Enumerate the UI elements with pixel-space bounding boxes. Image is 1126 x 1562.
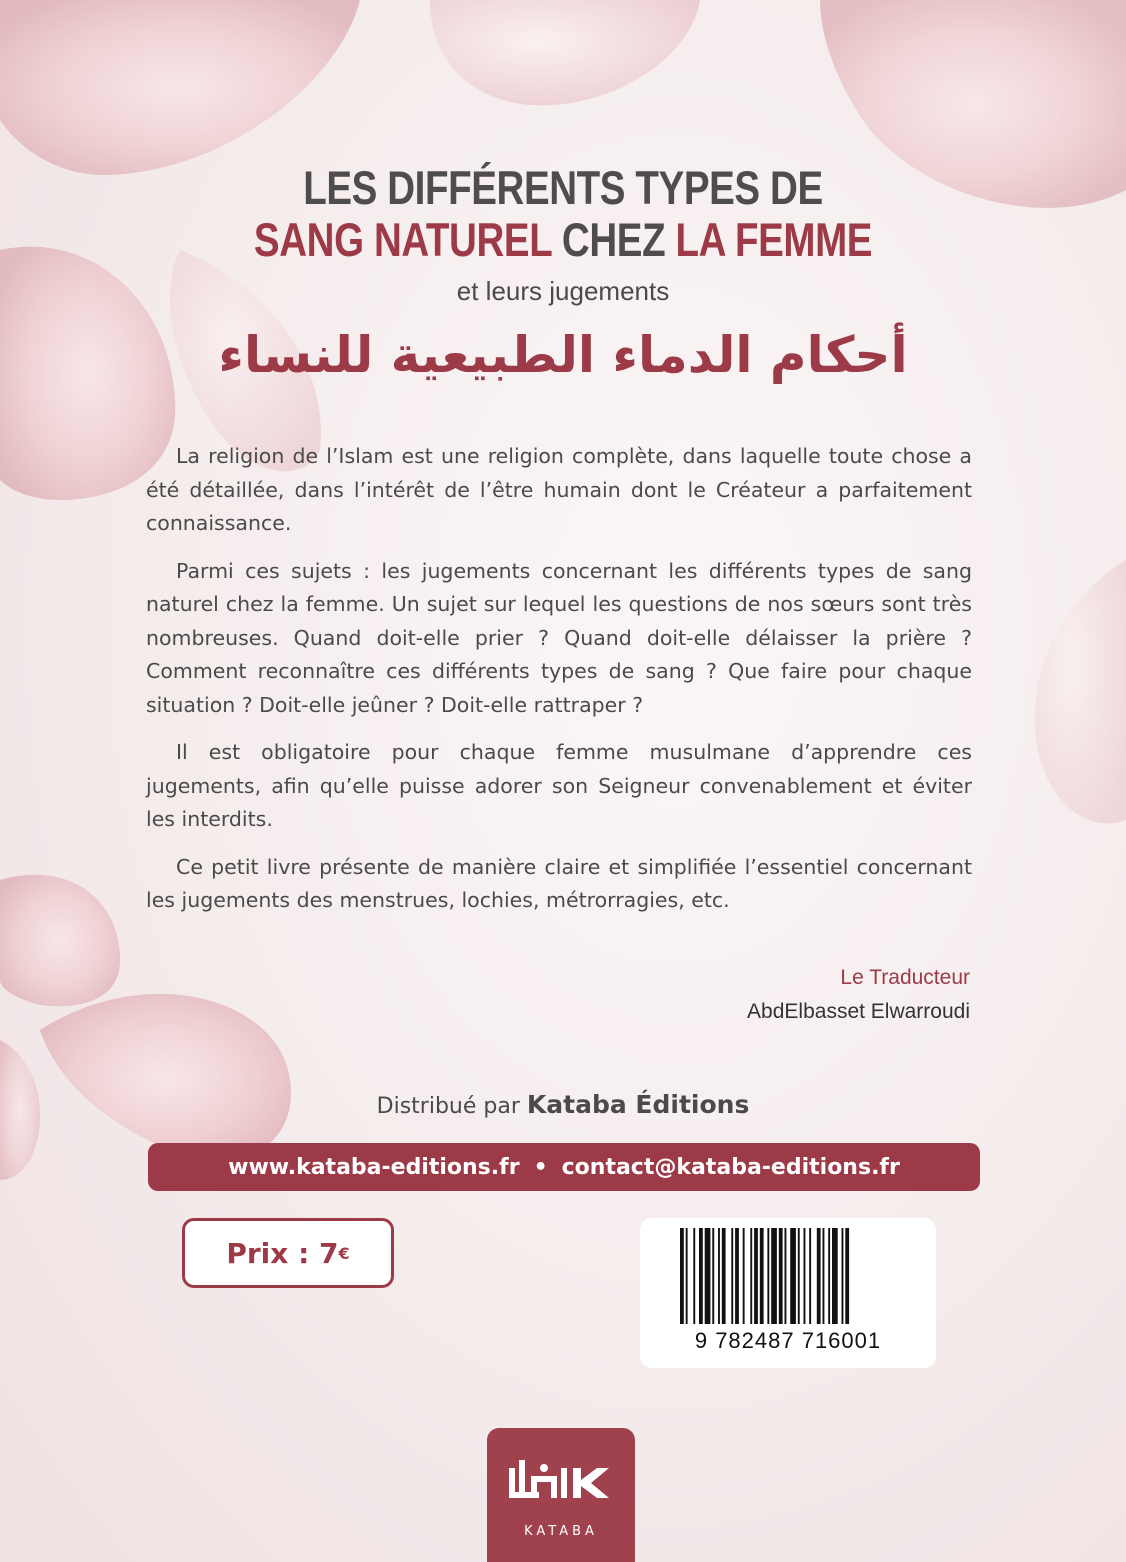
barcode-bar [809,1228,811,1324]
publisher-logo-text: KATABA [524,1524,598,1539]
barcode-bar [712,1228,714,1324]
barcode-bar [842,1228,844,1324]
barcode-bar [832,1228,838,1324]
barcode-bar [785,1228,787,1324]
barcode-bar [722,1228,726,1324]
barcode-bar [680,1228,684,1324]
barcode-bar [718,1228,720,1324]
translator-name: AbdElbasset Elwarroudi [747,1000,970,1023]
barcode-bar [845,1228,849,1324]
website-link[interactable]: www.kataba-editions.fr [228,1154,520,1180]
back-cover-text [146,440,972,932]
barcode-bar [779,1228,783,1324]
subtitle: et leurs jugements [456,276,670,306]
barcode-bar [735,1228,739,1324]
kataba-logo-icon [487,1446,635,1516]
barcode-bar [804,1228,806,1324]
paragraph: Il est obligatoire pour chaque femme musulmane d’apprendre ces jugements, afin qu’elle puisse adorer son Seigneur convenablement et éviter les interdits. [146,740,972,831]
title-line-1: LES DIFFÉRENTS TYPES DE [303,161,823,214]
barcode-bar [754,1228,758,1324]
paragraph: Parmi ces sujets : les jugements concernant les différents types de sang naturel chez la femme. Un sujet sur lequel les questions de nos sœurs sont très nombreuses. Quand doit-elle prier ? Quand doit-elle délaisser la prière ? Comment reconnaître ces différents types de sang ? Que faire pour chaque situation ? Doit-elle jeûner ? Doit-elle rattraper ? [146,558,972,717]
barcode-bar [750,1228,752,1324]
barcode-bar [705,1228,711,1324]
barcode-bar [767,1228,769,1324]
translator-role: Le Traducteur [840,966,970,989]
paragraph: La religion de l’Islam est une religion complète, dans laquelle toute chose a été détaillée, dans l’intérêt de l’être humain dont le Créateur a parfaitement connaissance. [146,444,972,535]
barcode-bar [790,1228,796,1324]
barcode-bar [760,1228,764,1324]
title-highlight-sang-naturel: SANG NATUREL [253,213,552,266]
barcode-bar [823,1228,825,1324]
title-word-chez: CHEZ [561,213,666,266]
barcode-bar [828,1228,830,1324]
price-label: Prix : 7 [226,1236,339,1270]
paragraph: Ce petit livre présente de manière claire et simplifiée l’essentiel concernant les jugements des menstrues, lochies, métrorragies, etc. [146,854,972,912]
title-line-2 [101,212,1024,267]
contact-bar [148,1143,980,1191]
barcode-bar [771,1228,777,1324]
barcode-bar [699,1228,703,1324]
barcode-bar [743,1228,745,1324]
isbn-number: 9 782487 716001 [694,1328,882,1353]
title-highlight-la-femme: LA FEMME [675,213,873,266]
barcode-bar [686,1228,688,1324]
barcode-bar [693,1228,695,1324]
distribution-line [0,1090,1126,1119]
email-link[interactable]: contact@kataba-editions.fr [561,1154,900,1180]
publisher-logo [487,1428,635,1562]
price-currency: € [338,1243,350,1263]
barcode-bar [731,1228,733,1324]
arabic-calligraphy-title: أحكام الدماء الطبيعية للنساء [218,326,908,384]
barcode-bar [798,1228,800,1324]
distributed-by-label: Distribué par [376,1094,520,1119]
isbn-barcode [640,1218,936,1368]
barcode-bar [817,1228,821,1324]
distributor-name: Kataba Éditions [526,1090,750,1119]
separator-bullet: • [533,1154,548,1180]
price-badge [182,1218,394,1288]
